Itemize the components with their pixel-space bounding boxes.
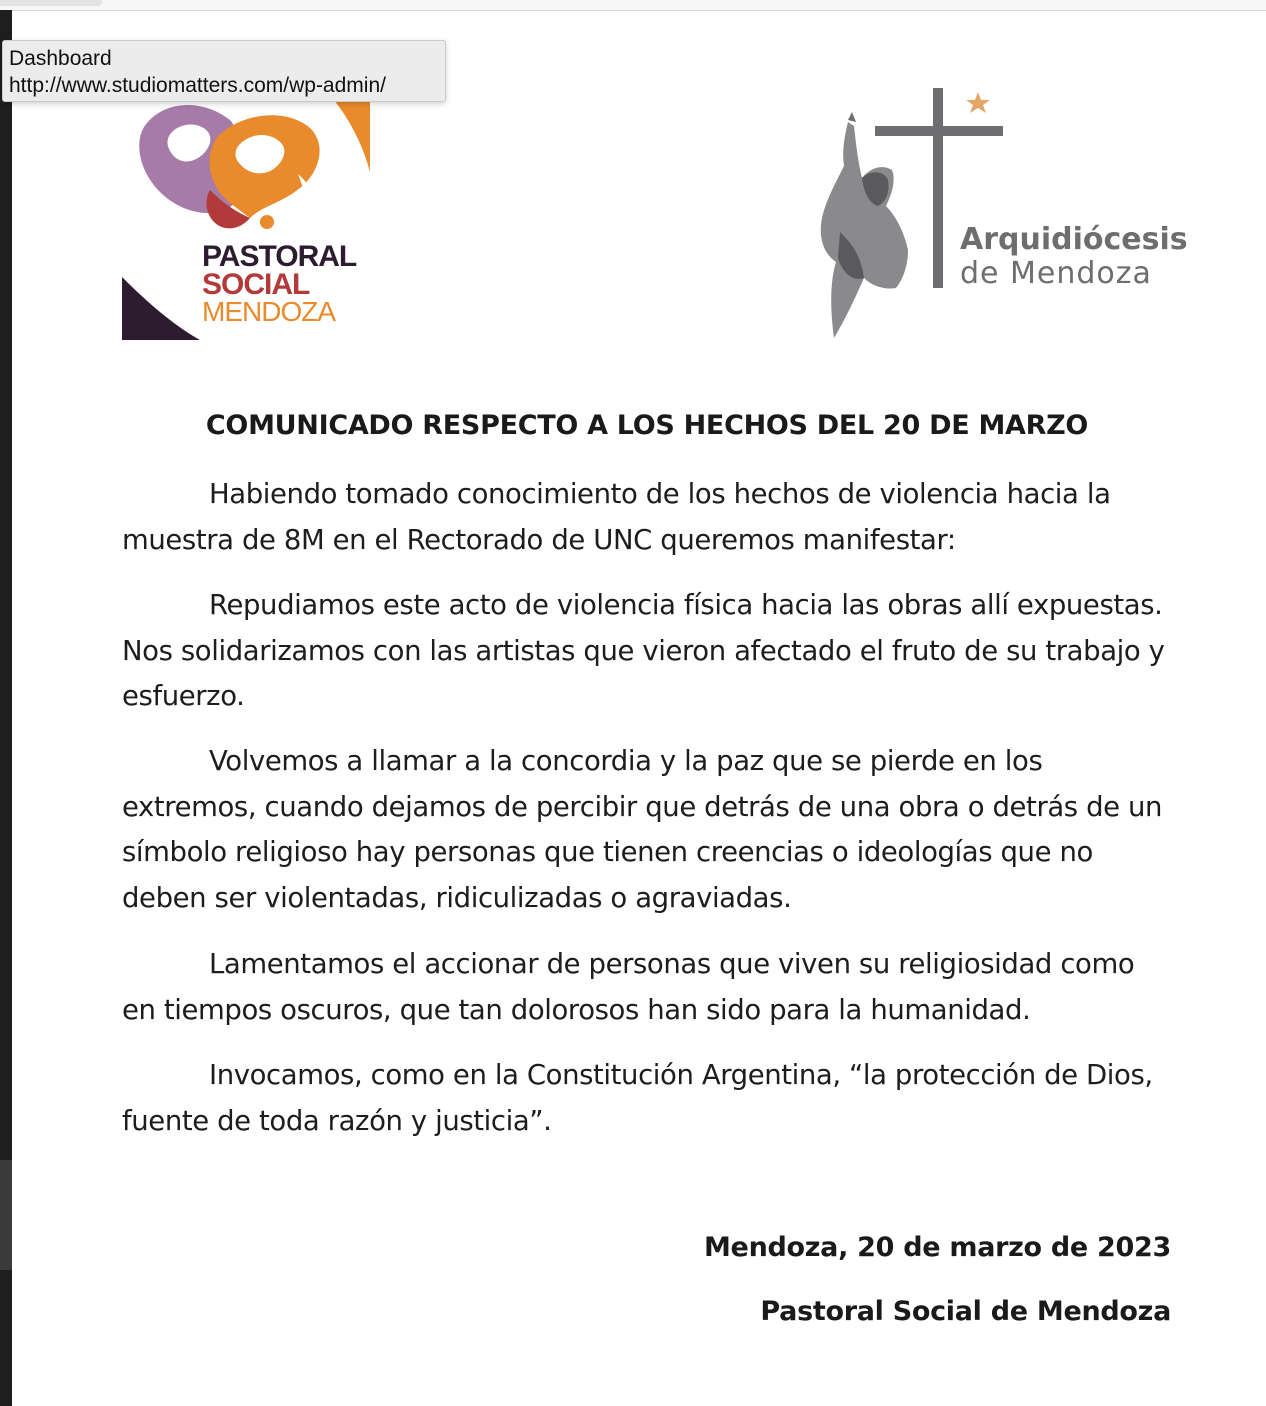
pastoral-social-logo — [122, 92, 370, 340]
background-window-edge — [0, 10, 12, 1406]
tooltip-url: http://www.studiomatters.com/wp-admin/ — [9, 74, 386, 97]
logo-text-pastoral: PASTORAL — [202, 240, 357, 273]
paragraph-2: Repudiamos este acto de violencia física hacia las obras allí expuestas. Nos solidarizamos con las artistas que vieron afectado el fruto de su trabajo y esfuerzo. — [122, 589, 1165, 712]
arquidiocesis-logo — [800, 82, 1188, 344]
browser-top-strip — [0, 0, 1266, 11]
browser-tab[interactable] — [0, 0, 102, 6]
paragraph-4: Lamentamos el accionar de personas que viven su religiosidad como en tiempos oscuros, que tan dolorosos han sido para la humanidad. — [122, 948, 1135, 1026]
logo-text-mendoza: MENDOZA — [202, 296, 335, 327]
logo-text-de-mendoza: de Mendoza — [960, 256, 1152, 291]
place-date: Mendoza, 20 de marzo de 2023 — [703, 1232, 1171, 1263]
paragraph-5: Invocamos, como en la Constitución Argentina, “la protección de Dios, fuente de toda razón y justicia”. — [122, 1059, 1153, 1137]
logo-text-social: SOCIAL — [202, 268, 310, 301]
paragraph-1: Habiendo tomado conocimiento de los hechos de violencia hacia la muestra de 8M en el Rectorado de UNC queremos manifestar: — [122, 478, 1111, 556]
background-window-fragment — [0, 1160, 12, 1270]
signature: Pastoral Social de Mendoza — [760, 1296, 1171, 1327]
logo-text-arquidiocesis: Arquidiócesis — [960, 222, 1188, 257]
tooltip-title: Dashboard — [9, 47, 112, 70]
link-tooltip — [2, 40, 446, 102]
paragraph-3: Volvemos a llamar a la concordia y la paz que se pierde en los extremos, cuando dejamos de percibir que detrás de una obra o detrás de un símbolo religioso hay personas que tienen creencias o ideologías que no deben ser violentadas, ridiculizadas o agraviadas. — [122, 745, 1163, 914]
document-title: COMUNICADO RESPECTO A LOS HECHOS DEL 20 DE MARZO — [205, 410, 1089, 441]
cross-figure-logo-icon — [800, 82, 1180, 344]
